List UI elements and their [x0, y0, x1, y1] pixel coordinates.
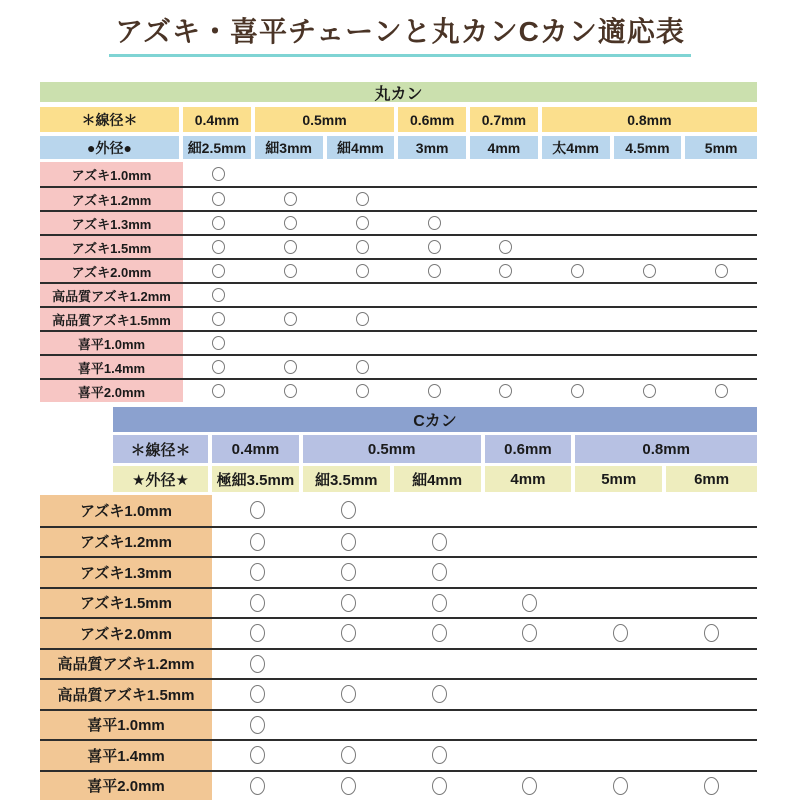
compatible-mark-icon [356, 192, 369, 206]
compatible-mark-icon [212, 384, 225, 398]
compatible-mark-icon [356, 312, 369, 326]
compatibility-cell [255, 312, 327, 326]
compatibility-cell [183, 167, 255, 181]
wire-diameter-row-label: ＊線径＊ [40, 107, 183, 132]
compatibility-cell [470, 384, 542, 398]
compatibility-cell [212, 563, 303, 581]
compatible-mark-icon [341, 501, 356, 519]
compatibility-cell [255, 192, 327, 206]
chain-row [40, 556, 757, 587]
chain-row-label: 喜平2.0mm [40, 380, 183, 402]
compatibility-cell [183, 288, 255, 302]
chain-row-label: 喜平1.0mm [40, 332, 183, 354]
compatible-mark-icon [428, 240, 441, 254]
compatible-mark-icon [250, 594, 265, 612]
compatible-mark-icon [432, 533, 447, 551]
compatible-mark-icon [571, 384, 584, 398]
ckan-table-body [40, 495, 757, 800]
compatibility-cell [255, 264, 327, 278]
compatibility-cell [303, 624, 394, 642]
compatibility-cell [303, 594, 394, 612]
compatible-mark-icon [284, 216, 297, 230]
compatibility-cell [183, 240, 255, 254]
compatibility-cell [327, 384, 399, 398]
chain-row [40, 162, 757, 186]
outer-diameter-header-cell: 細3.5mm [303, 466, 394, 492]
outer-diameter-header-cell: 極細3.5mm [212, 466, 303, 492]
outer-diameter-header-cell: 太4mm [542, 136, 614, 159]
outer-diameter-header-cell: 5mm [575, 466, 666, 492]
compatible-mark-icon [356, 240, 369, 254]
compatible-mark-icon [428, 264, 441, 278]
compatibility-cell [212, 716, 303, 734]
compatible-mark-icon [571, 264, 584, 278]
compatible-mark-icon [704, 624, 719, 642]
compatible-mark-icon [715, 384, 728, 398]
chain-row-label: 高品質アズキ1.5mm [40, 308, 183, 330]
compatibility-cell [212, 655, 303, 673]
compatible-mark-icon [704, 777, 719, 795]
compatibility-cell [327, 216, 399, 230]
compatible-mark-icon [341, 685, 356, 703]
compatibility-cell [303, 501, 394, 519]
outer-diameter-row-label: ●外径● [40, 136, 183, 159]
compatible-mark-icon [356, 216, 369, 230]
outer-diameter-header-cell: 細4mm [327, 136, 399, 159]
compatible-mark-icon [428, 216, 441, 230]
compatible-mark-icon [643, 384, 656, 398]
compatibility-cell [303, 746, 394, 764]
compatibility-cell [685, 264, 757, 278]
compatible-mark-icon [250, 716, 265, 734]
compatibility-cell [614, 264, 686, 278]
compatible-mark-icon [643, 264, 656, 278]
outer-diameter-header-cell: 4mm [470, 136, 542, 159]
compatible-mark-icon [499, 240, 512, 254]
chain-row-label: 高品質アズキ1.2mm [40, 650, 212, 679]
compatible-mark-icon [212, 216, 225, 230]
compatible-mark-icon [522, 594, 537, 612]
chain-row [40, 678, 757, 709]
compatibility-cell [394, 563, 485, 581]
compatible-mark-icon [250, 624, 265, 642]
chain-row [40, 330, 757, 354]
compatible-mark-icon [250, 563, 265, 581]
compatible-mark-icon [341, 563, 356, 581]
wire-diameter-row-label: ＊線径＊ [113, 435, 212, 463]
chain-row-label: アズキ1.3mm [40, 558, 212, 587]
chain-row-label: 喜平1.4mm [40, 356, 183, 378]
outer-diameter-header-cell: 5mm [685, 136, 757, 159]
compatibility-cell [212, 624, 303, 642]
compatibility-cell [394, 594, 485, 612]
compatibility-cell [212, 746, 303, 764]
wire-diameter-header-cell: 0.6mm [398, 107, 470, 132]
chain-row-label: アズキ1.0mm [40, 495, 212, 526]
chain-row-label: 喜平1.4mm [40, 741, 212, 770]
wire-diameter-header-cell: 0.8mm [542, 107, 757, 132]
chain-row-label: アズキ1.0mm [40, 162, 183, 186]
compatibility-cell [255, 216, 327, 230]
compatible-mark-icon [356, 384, 369, 398]
wire-diameter-header-cell: 0.7mm [470, 107, 542, 132]
compatibility-cell [394, 624, 485, 642]
page-title-wrap [0, 12, 800, 57]
compatible-mark-icon [250, 533, 265, 551]
compatibility-cell [327, 312, 399, 326]
chain-row [40, 648, 757, 679]
compatible-mark-icon [499, 264, 512, 278]
chain-row-label: アズキ1.2mm [40, 188, 183, 210]
compatible-mark-icon [212, 312, 225, 326]
chain-row [40, 186, 757, 210]
compatibility-cell [398, 384, 470, 398]
chain-row-label: 喜平1.0mm [40, 711, 212, 740]
wire-diameter-header-cell: 0.4mm [212, 435, 303, 463]
compatibility-cell [485, 777, 576, 795]
compatibility-cell [542, 264, 614, 278]
compatible-mark-icon [432, 624, 447, 642]
compatible-mark-icon [522, 777, 537, 795]
compatibility-cell [666, 777, 757, 795]
chain-row [40, 306, 757, 330]
chain-row-label: アズキ1.5mm [40, 236, 183, 258]
compatibility-cell [212, 501, 303, 519]
marukan-wire-diameter-row [40, 107, 757, 132]
chain-row [40, 617, 757, 648]
compatibility-cell [394, 685, 485, 703]
wire-diameter-header-cell: 0.5mm [303, 435, 485, 463]
compatibility-cell [303, 685, 394, 703]
compatibility-cell [327, 264, 399, 278]
compatibility-cell [327, 192, 399, 206]
outer-diameter-header-cell: 細4mm [394, 466, 485, 492]
chain-row [40, 354, 757, 378]
compatibility-cell [183, 192, 255, 206]
compatible-mark-icon [212, 192, 225, 206]
chain-row [40, 770, 757, 800]
compatible-mark-icon [522, 624, 537, 642]
compatibility-cell [212, 533, 303, 551]
compatible-mark-icon [284, 264, 297, 278]
compatibility-cell [255, 240, 327, 254]
chain-row-label: アズキ1.3mm [40, 212, 183, 234]
outer-diameter-header-cell: 細3mm [255, 136, 327, 159]
outer-diameter-header-cell: 4mm [485, 466, 576, 492]
chain-row [40, 587, 757, 618]
compatible-mark-icon [284, 312, 297, 326]
compatibility-cell [212, 594, 303, 612]
compatibility-cell [394, 777, 485, 795]
compatible-mark-icon [212, 240, 225, 254]
compatibility-cell [470, 240, 542, 254]
compatibility-cell [183, 216, 255, 230]
wire-diameter-header-cell: 0.4mm [183, 107, 255, 132]
marukan-compatibility-table [40, 82, 757, 402]
compatibility-cell [303, 563, 394, 581]
outer-diameter-header-cell: 3mm [398, 136, 470, 159]
ckan-wire-diameter-row [113, 435, 757, 463]
wire-diameter-header-cell: 0.8mm [575, 435, 757, 463]
compatible-mark-icon [341, 624, 356, 642]
compatibility-cell [212, 685, 303, 703]
chain-row-label: 喜平2.0mm [40, 772, 212, 800]
compatible-mark-icon [250, 685, 265, 703]
chain-row-label: アズキ2.0mm [40, 260, 183, 282]
compatible-mark-icon [250, 777, 265, 795]
compatible-mark-icon [432, 594, 447, 612]
outer-diameter-header-cell: 細2.5mm [183, 136, 255, 159]
page-title: アズキ・喜平チェーンと丸カンCカン適応表 [109, 12, 691, 57]
compatibility-cell [666, 624, 757, 642]
marukan-table-title: 丸カン [40, 82, 757, 102]
compatibility-cell [255, 384, 327, 398]
compatibility-cell [485, 624, 576, 642]
outer-diameter-row-label: ★外径★ [113, 466, 212, 492]
chain-row-label: アズキ1.2mm [40, 528, 212, 557]
compatible-mark-icon [432, 563, 447, 581]
compatible-mark-icon [250, 746, 265, 764]
compatibility-cell [394, 746, 485, 764]
chain-row [40, 526, 757, 557]
compatible-mark-icon [212, 360, 225, 374]
compatible-mark-icon [341, 594, 356, 612]
chain-row [40, 709, 757, 740]
compatible-mark-icon [212, 288, 225, 302]
compatibility-cell [398, 216, 470, 230]
wire-diameter-header-cell: 0.6mm [485, 435, 576, 463]
marukan-outer-diameter-row [40, 136, 757, 159]
compatibility-cell [394, 533, 485, 551]
ckan-compatibility-table [40, 407, 757, 800]
compatibility-cell [212, 777, 303, 795]
chain-row [40, 258, 757, 282]
chain-row [40, 495, 757, 526]
compatibility-cell [183, 264, 255, 278]
compatible-mark-icon [284, 192, 297, 206]
compatible-mark-icon [356, 264, 369, 278]
compatibility-cell [485, 594, 576, 612]
ckan-table-title: Cカン [113, 407, 757, 432]
compatibility-cell [183, 384, 255, 398]
compatible-mark-icon [341, 533, 356, 551]
ckan-outer-diameter-row [113, 466, 757, 492]
chain-row-label: アズキ1.5mm [40, 589, 212, 618]
compatibility-cell [183, 336, 255, 350]
compatibility-cell [255, 360, 327, 374]
compatibility-cell [614, 384, 686, 398]
compatibility-cell [542, 384, 614, 398]
compatible-mark-icon [428, 384, 441, 398]
compatible-mark-icon [212, 167, 225, 181]
compatibility-cell [183, 312, 255, 326]
compatible-mark-icon [284, 360, 297, 374]
compatibility-cell [303, 777, 394, 795]
compatible-mark-icon [250, 501, 265, 519]
compatibility-cell [398, 240, 470, 254]
compatible-mark-icon [432, 777, 447, 795]
compatible-mark-icon [613, 777, 628, 795]
compatibility-cell [398, 264, 470, 278]
compatibility-cell [470, 264, 542, 278]
compatible-mark-icon [499, 384, 512, 398]
compatible-mark-icon [341, 746, 356, 764]
outer-diameter-header-cell: 6mm [666, 466, 757, 492]
compatibility-cell [303, 533, 394, 551]
chain-row-label: 高品質アズキ1.5mm [40, 680, 212, 709]
chain-row-label: 高品質アズキ1.2mm [40, 284, 183, 306]
compatible-mark-icon [613, 624, 628, 642]
chain-row [40, 378, 757, 402]
compatible-mark-icon [432, 746, 447, 764]
chain-row [40, 282, 757, 306]
compatible-mark-icon [250, 655, 265, 673]
chain-row [40, 739, 757, 770]
outer-diameter-header-cell: 4.5mm [614, 136, 686, 159]
marukan-table-body [40, 162, 757, 402]
compatible-mark-icon [212, 264, 225, 278]
compatibility-cell [685, 384, 757, 398]
compatible-mark-icon [212, 336, 225, 350]
compatible-mark-icon [284, 240, 297, 254]
chain-row [40, 234, 757, 258]
compatible-mark-icon [284, 384, 297, 398]
wire-diameter-header-cell: 0.5mm [255, 107, 399, 132]
chain-row-label: アズキ2.0mm [40, 619, 212, 648]
compatible-mark-icon [432, 685, 447, 703]
compatibility-cell [575, 777, 666, 795]
compatible-mark-icon [341, 777, 356, 795]
compatible-mark-icon [356, 360, 369, 374]
compatible-mark-icon [715, 264, 728, 278]
compatibility-cell [575, 624, 666, 642]
compatibility-cell [327, 360, 399, 374]
compatibility-cell [183, 360, 255, 374]
compatibility-cell [327, 240, 399, 254]
chain-row [40, 210, 757, 234]
